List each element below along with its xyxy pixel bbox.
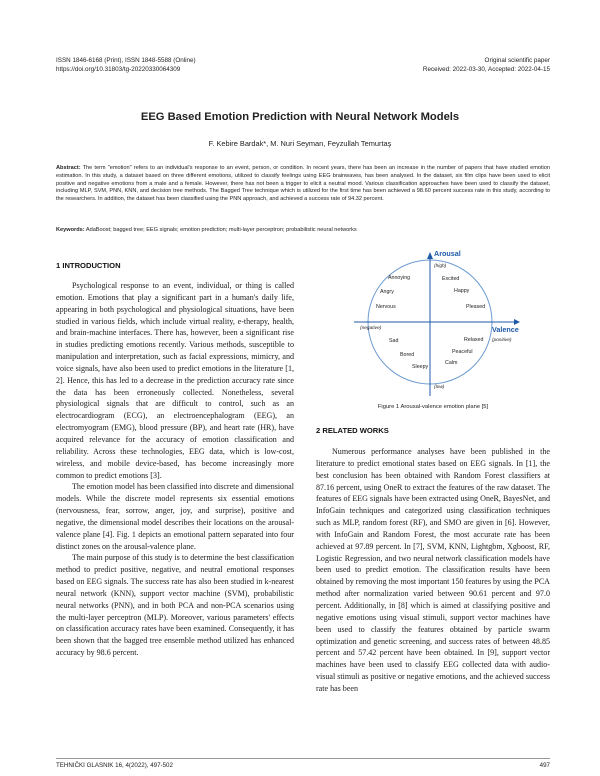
arousal-label: Arousal <box>434 249 461 258</box>
emotion-sleepy: Sleepy <box>412 364 429 370</box>
paper-type: Original scientific paper <box>484 57 550 64</box>
emotion-excited: Excited <box>442 276 460 282</box>
emotion-angry: Angry <box>380 289 394 295</box>
keywords <box>56 227 550 233</box>
negative-label: (negative) <box>360 326 382 331</box>
emotion-happy: Happy <box>454 288 470 294</box>
keywords-label: Keywords: <box>56 227 85 233</box>
high-label: (high) <box>434 264 447 269</box>
low-label: (low) <box>434 385 445 390</box>
introduction-body <box>56 280 294 659</box>
footer-rule <box>56 758 550 759</box>
figure-caption: Figure 1 Arousal-valence emotion plane [5] <box>377 404 489 410</box>
emotion-nervous: Nervous <box>376 304 396 310</box>
paragraph: The emotion model has been classified into discrete and dimensional models. While the discrete model represents six essential emotions (nervousness, fear, sorrow, anger, joy, and surprise), positive and negative, the dimensional model describes their locations on the arousal-valence plane [4]. Fig. 1 depicts an emotional pattern separated into four distinct zones on the arousal-valence plane. <box>56 482 294 551</box>
related-works-body <box>316 446 550 695</box>
positive-label: (positive) <box>492 338 512 343</box>
abstract <box>56 165 550 204</box>
arousal-arrow-icon <box>427 252 433 259</box>
page-number: 497 <box>539 762 550 769</box>
abstract-text: The term "emotion" refers to an individual's response to an event, person, or condition. In recent years, there has been an increase in the number of papers that have studied emotion estimation. In this study, a dataset based on three different emotions, utilized to classify feelings using EEG brainwaves, has been analysed. In the dataset, six film clips have been used to elicit positive and negative emotions from a male and a female. However, there has not been a trigger to elicit a neutral mood. Various classification approaches have been used to classify the dataset, including MLP, SVM, PNN, KNN, and decision tree methods. The Bagged Tree technique which is utilized for the first time has been achieved a 98.60 percent success rate in this study, according to the researchers. In addition, the dataset has been classified using the PNN approach, and achieved a success rate of 94.32 percent. <box>56 165 550 203</box>
keywords-text: AdaBoost; bagged tree; EEG signals; emotion prediction; multi-layer perceptron; probabilistic neural networks <box>85 227 357 233</box>
arousal-valence-figure <box>316 248 550 400</box>
emotion-relaxed: Relaxed <box>464 337 484 343</box>
paper-title: EEG Based Emotion Prediction with Neural Network Models <box>140 111 460 123</box>
emotion-peaceful: Peaceful <box>452 349 473 355</box>
emotion-bored: Bored <box>400 352 415 358</box>
authors: F. Kebire Bardak*, M. Nuri Seyman, Feyzullah Temurtaş <box>208 139 392 148</box>
emotion-calm: Calm <box>445 360 458 366</box>
section-heading-introduction: 1 INTRODUCTION <box>56 261 121 270</box>
valence-label: Valence <box>492 325 519 334</box>
emotion-pleased: Pleased <box>466 304 486 310</box>
journal-citation: TEHNIČKI GLASNIK 16, 4(2022), 497-502 <box>56 762 173 769</box>
abstract-label: Abstract: <box>56 165 81 171</box>
issn: ISSN 1846-6168 (Print), ISSN 1848-5588 (Online) <box>56 57 196 64</box>
paragraph: The main purpose of this study is to determine the best classification method to predict positive, negative, and neutral emotional responses based on EEG signals. The success rate has also been studied in k-nearest neural network (KNN), support vector machine (SVM), probabilistic neural networks (PNN), and in both PCA and non-PCA scenarios using the multi-layer perceptron (MLP). Moreover, various parameters' effects on classification accuracy rates have been examined. Consequently, it has been shown that the bagged tree ensemble method utilized has enhanced accuracy by 98.6 percent. <box>56 553 294 658</box>
emotion-annoying: Annoying <box>388 275 411 281</box>
emotion-sad: Sad <box>389 338 399 344</box>
section-heading-related-works: 2 RELATED WORKS <box>316 426 389 435</box>
paragraph: Psychological response to an event, individual, or thing is called emotion. Emotions that play a significant part in a human's daily life, appearing in both psychological and physiological situations, have been studied in various fields, which include virtual reality, e-therapy, health, and brain-machine interfaces. There has, however, been a significant rise in studies predicting emotions recently. Various methods, susceptible to manipulation and interpretation, such as facial expressions, mimicry, and voice signals, have also been used to predict emotions in the literature [1, 2]. Hence, this has led to a decrease in the prediction accuracy rate since the data has been erroneously collected. Nonetheless, several physiological signals that are difficult to control, such as an electrocardiogram (ECG), an electroencephalogram (EEG), an electromyogram (EMG), blood pressure (BP), and heart rate (HR), have acquired relevance for the accuracy of emotion classification and reliability. Across these technologies, EEG data, which is low-cost, wireless, and mobile device-based, has become increasingly more common to predict emotions [3]. <box>56 281 294 480</box>
received-accepted-dates: Received: 2022-03-30, Accepted: 2022-04-15 <box>422 66 550 73</box>
paragraph: Numerous performance analyses have been published in the literature to predict emotional states based on EEG signals. In [1], the best conclusion has been obtained with Random Forest classifiers at 87.16 percent, using OneR to extract the features of the raw dataset. The features of EEG signals have been extracted using OneR, BayesNet, and InfoGain techniques and categorized using classification techniques such as MLP, random forest (RF), and SMO are given in [6]. However, with InfoGain and Random Forest, the most accurate rate has been achieved at 97.89 percent. In [7], SVM, KNN, Lightgbm, Xgboost, RF, Logistic Regression, and two neural network classification models have been used to predict emotion. The classification results have been obtained by removing the most important 150 features by using the PCA method after normalization varied between 90.61 percent and 97.0 percent. Additionally, in [8] which is aimed at classifying positive and negative emotions using visual stimuli, support vector machines have been used to classify the features obtained by particle swarm optimization and genetic screening, and success rates of between 48.85 percent and 57.42 percent have been obtained. In [9], support vector machines have been used to classify EEG collected data with audio-visual stimuli as positive or negative emotions, and the achieved success rate has been <box>316 447 550 693</box>
doi-link[interactable]: https://doi.org/10.31803/tg-20220330064309 <box>56 66 181 73</box>
